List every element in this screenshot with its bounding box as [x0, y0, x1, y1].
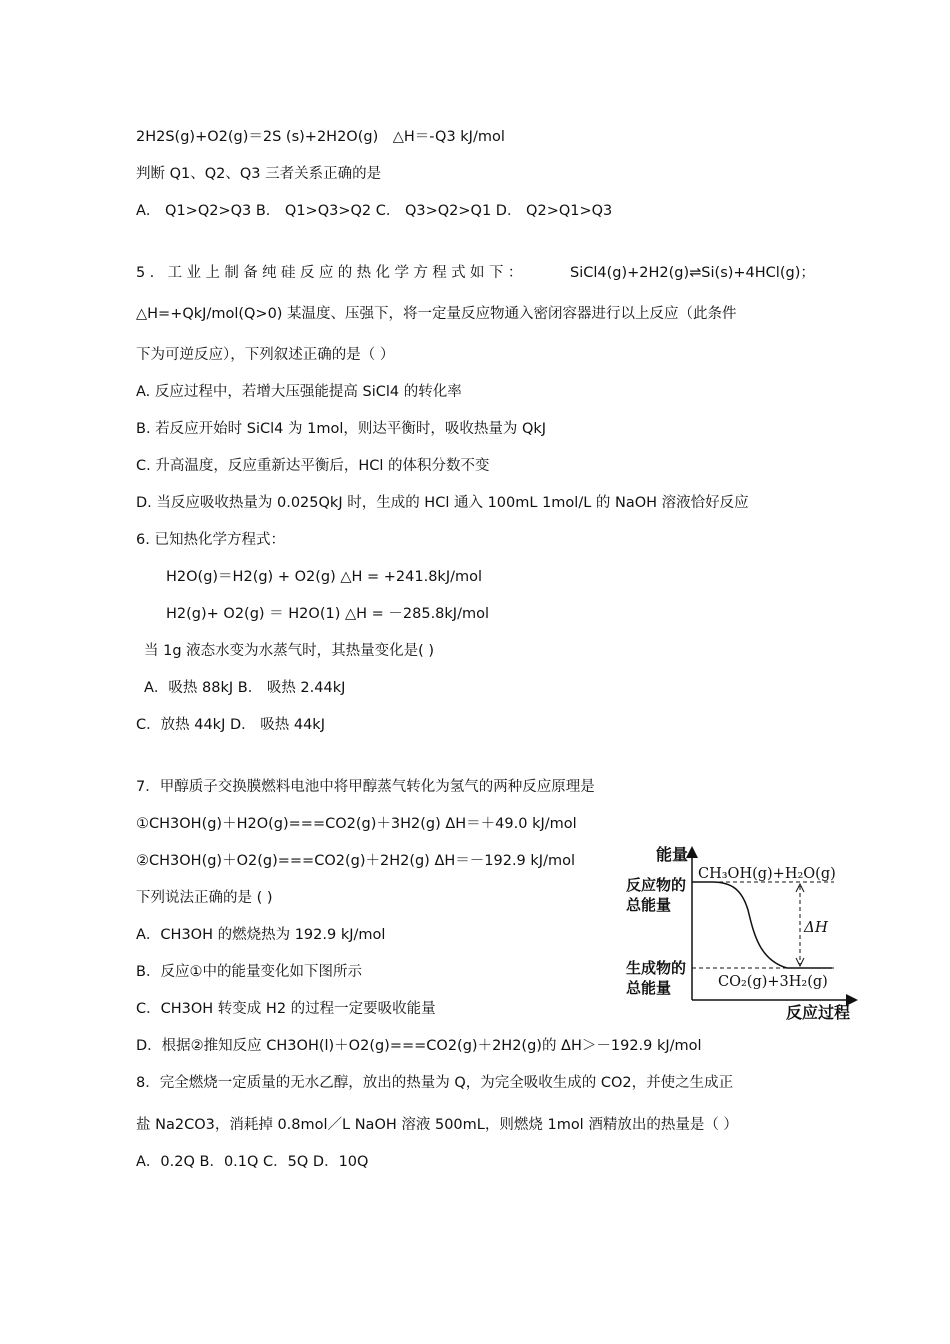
reactant-label-1: 反应物的 — [626, 876, 687, 894]
delta-h-label: ΔH — [804, 918, 828, 936]
q6-equation-1: H2O(g)＝H2(g) + O2(g) △H = +241.8kJ/mol — [166, 569, 483, 585]
q5-equation: SiCl4(g)+2H2(g)⇌Si(s)+4HCl(g)； — [570, 265, 815, 281]
q6-options-cd: C．放热 44kJ D． 吸热 44kJ — [136, 717, 325, 733]
q7-option-a: A．CH3OH 的燃烧热为 192.9 kJ/mol — [136, 927, 386, 943]
q8-stem-2: 盐 Na2CO3，消耗掉 0.8mol／L NaOH 溶液 500mL，则燃烧 1mol 酒精放出的热量是（ ） — [136, 1117, 738, 1133]
q5-option-c: C. 升高温度，反应重新达平衡后，HCl 的体积分数不变 — [136, 458, 490, 474]
q5-stem: 5. 工业上制备纯硅反应的热化学方程式如下： — [136, 265, 527, 281]
q7-option-b: B．反应①中的能量变化如下图所示 — [136, 964, 362, 980]
reactant-label-2: 总能量 — [626, 896, 672, 914]
q7-stem: 7．甲醇质子交换膜燃料电池中将甲醇蒸气转化为氢气的两种反应原理是 — [136, 779, 595, 795]
q6-stem: 6. 已知热化学方程式： — [136, 532, 285, 548]
q7-option-d: D．根据②推知反应 CH3OH(l)＋O2(g)===CO2(g)＋2H2(g)的 ΔH＞－192.9 kJ/mol — [136, 1038, 702, 1054]
q5-stem-3: 下为可逆反应），下列叙述正确的是（ ） — [136, 347, 395, 363]
q7-option-c: C．CH3OH 转变成 H2 的过程一定要吸收能量 — [136, 1001, 436, 1017]
product-label-1: 生成物的 — [626, 959, 687, 977]
product-label-2: 总能量 — [626, 979, 672, 997]
q6-equation-2: H2(g)+ O2(g) ＝ H2O(1) △H = －285.8kJ/mol — [166, 606, 489, 622]
q5-option-b: B. 若反应开始时 SiCl4 为 1mol，则达平衡时，吸收热量为 QkJ — [136, 421, 547, 437]
q7-equation-1: ①CH3OH(g)＋H2O(g)===CO2(g)＋3H2(g) ΔH＝＋49.0 kJ/mol — [136, 816, 577, 832]
q8-options: A．0.2Q B．0.1Q C．5Q D．10Q — [136, 1154, 369, 1170]
q6-options-ab: A．吸热 88kJ B． 吸热 2.44kJ — [144, 680, 346, 696]
equation-line-q3: 2H2S(g)+O2(g)＝2S (s)+2H2O(g) △H＝-Q3 kJ/mol — [136, 129, 505, 145]
products-formula: CO₂(g)+3H₂(g) — [718, 974, 828, 990]
y-axis-label: 能量 — [656, 845, 689, 864]
q8-stem: 8．完全燃烧一定质量的无水乙醇，放出的热量为 Q，为完全吸收生成的 CO2，并使之生成正 — [136, 1075, 734, 1091]
q5-option-d: D. 当反应吸收热量为 0.025QkJ 时，生成的 HCl 通入 100mL 1mol/L 的 NaOH 溶液恰好反应 — [136, 495, 749, 511]
q5-stem-2: △H=+QkJ/mol(Q>0) 某温度、压强下，将一定量反应物通入密闭容器进行以上反应（此条件 — [136, 306, 737, 322]
options-line: A． Q1>Q2>Q3 B． Q1>Q3>Q2 C． Q3>Q2>Q1 D． Q2>Q1>Q3 — [136, 203, 613, 219]
q7-question: 下列说法正确的是 ( ) — [136, 890, 273, 906]
energy-diagram — [612, 840, 872, 1025]
x-axis-label: 反应过程 — [786, 1003, 851, 1022]
q7-equation-2: ②CH3OH(g)＋O2(g)===CO2(g)＋2H2(g) ΔH＝－192.9 kJ/mol — [136, 853, 575, 869]
question-stem: 判断 Q1、Q2、Q3 三者关系正确的是 — [136, 166, 382, 182]
reactants-formula: CH₃OH(g)+H₂O(g) — [698, 866, 836, 882]
q6-question: 当 1g 液态水变为水蒸气时，其热量变化是( ) — [144, 643, 435, 659]
q5-option-a: A. 反应过程中，若增大压强能提高 SiCl4 的转化率 — [136, 384, 462, 400]
